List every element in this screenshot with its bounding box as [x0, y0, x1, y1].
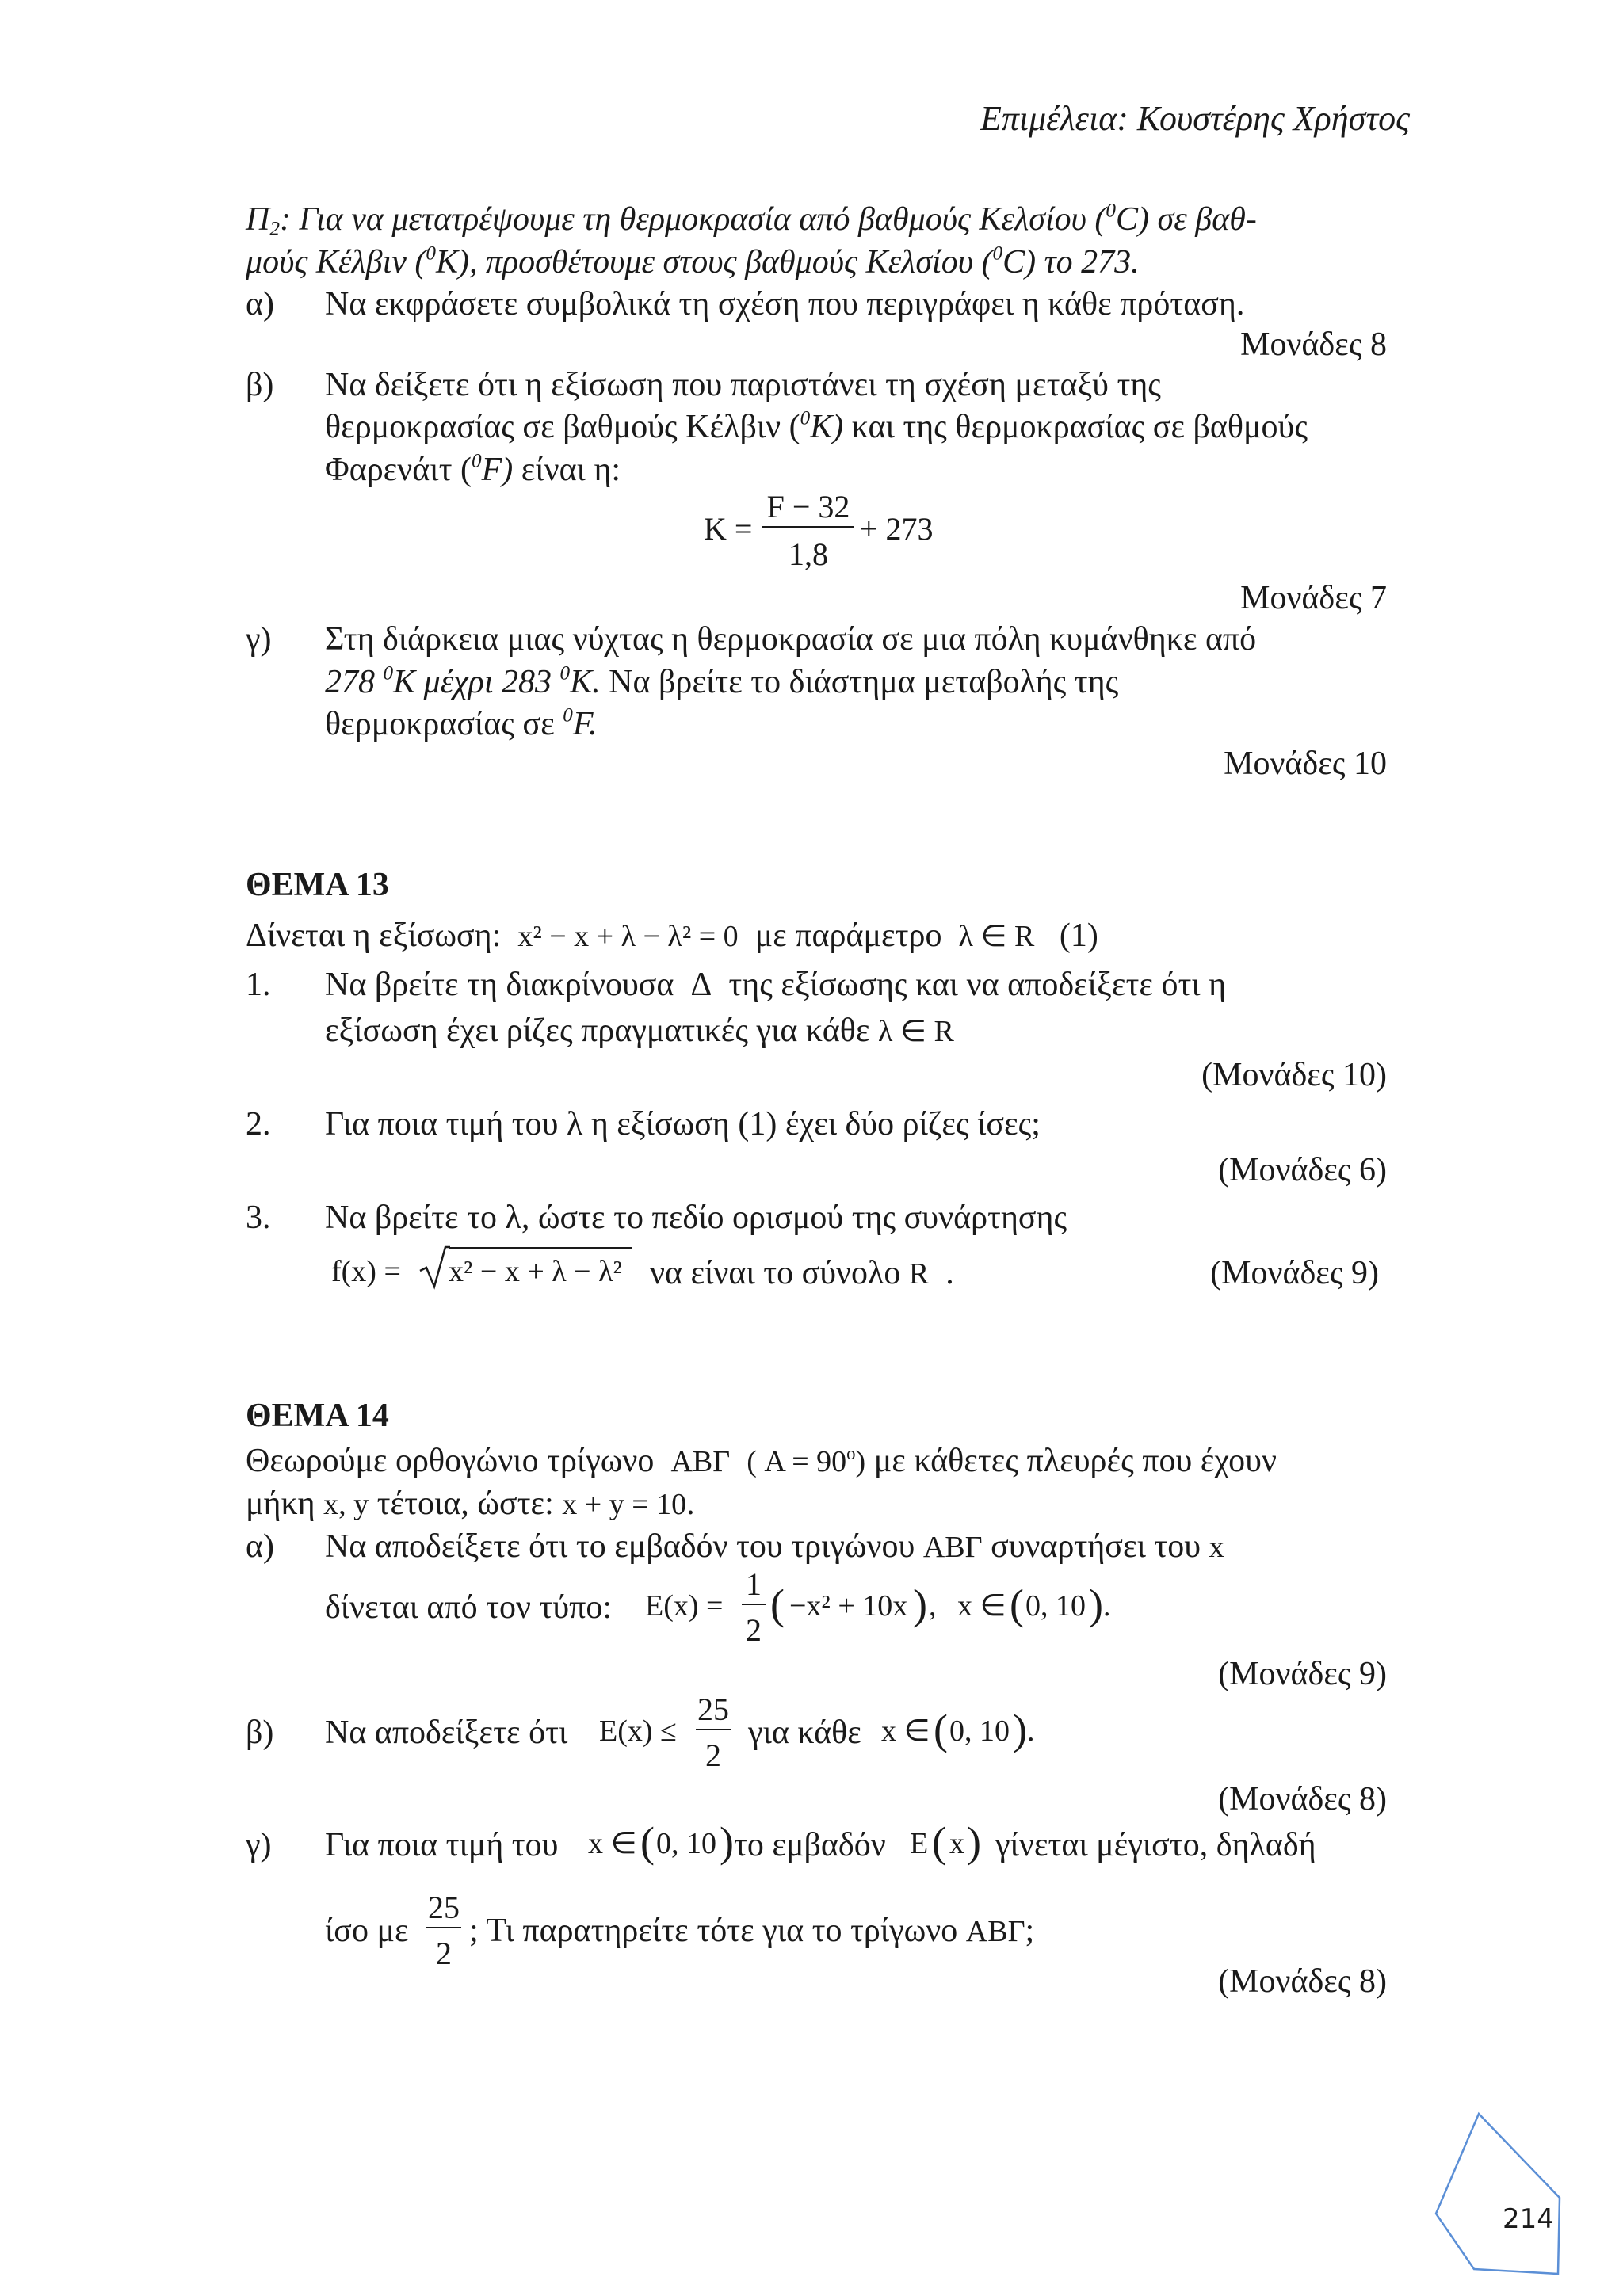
p2-c-points: Μονάδες 10 — [1224, 746, 1387, 782]
thema14-a-frac-bar — [742, 1604, 766, 1605]
thema14-b-frac-den: 2 — [705, 1737, 721, 1773]
formula-plus: + 273 — [860, 511, 934, 547]
thema14-b-frac-bar — [696, 1729, 731, 1730]
thema14-c-frac-bar — [426, 1927, 461, 1928]
page-number: 214 — [1503, 2203, 1554, 2235]
thema13-q1-points: (Μονάδες 10) — [1201, 1057, 1387, 1093]
formula-numerator: F − 32 — [766, 489, 850, 524]
thema13-q1-line2: εξίσωση έχει ρίζες πραγματικές για κάθε λ ∈ R — [325, 1013, 954, 1049]
thema13-given: Δίνεται η εξίσωση: x² − x + λ − λ² = 0 με παράμετρο λ ∈ R (1) — [246, 917, 1098, 954]
open-paren: ( — [934, 1706, 948, 1753]
thema14-a-comma: , — [929, 1589, 937, 1623]
thema14-intro2: μήκη x, y τέτοια, ώστε: x + y = 10. — [246, 1486, 695, 1522]
sqrt-icon — [418, 1244, 450, 1290]
p2-c-line1: Στη διάρκεια μιας νύχτας η θερμοκρασία σε μια πόλη κυμάνθηκε από — [325, 621, 1257, 658]
thema14-a-in: x ∈ — [957, 1589, 1006, 1623]
thema13-q3-points: (Μονάδες 9) — [1210, 1255, 1379, 1291]
thema14-b-dot: . — [1027, 1714, 1035, 1748]
thema14-b-interval: 0, 10 — [949, 1714, 1010, 1748]
p2-c-label: γ) — [246, 621, 272, 658]
thema13-root-expr: x² − x + λ − λ² — [449, 1255, 622, 1288]
thema14-a-line2-text: δίνεται από τον τύπο: — [325, 1589, 613, 1626]
p2-c-line2: 278 $^0$K μέχρι 283 $^0$K. Να βρείτε το διάστημα μεταβολής της — [325, 662, 1119, 700]
thema14-a-dot: . — [1103, 1589, 1111, 1623]
thema14-c-in: x ∈ — [588, 1827, 637, 1860]
thema13-q2-text: Για ποια τιμή του λ η εξίσωση (1) έχει δύο ρίζες ίσες; — [325, 1106, 1041, 1142]
formula-fraction-bar — [762, 526, 854, 528]
p2-b-line3: Φαρενάιτ ($^0$F) είναι η: — [325, 450, 621, 488]
thema13-q2-label: 2. — [246, 1106, 271, 1142]
formula-denominator: 1,8 — [789, 536, 828, 572]
thema13-q1-line1: Να βρείτε τη διακρίνουσα Δ της εξίσωσης και να αποδείξετε ότι η — [325, 967, 1227, 1003]
thema13-q3-line1: Να βρείτε το λ, ώστε το πεδίο ορισμού της συνάρτησης — [325, 1199, 1067, 1236]
open-paren: ( — [770, 1581, 785, 1628]
p2-b-points: Μονάδες 7 — [1240, 580, 1387, 616]
close-paren: ) — [913, 1581, 927, 1628]
thema14-c-interval: 0, 10 — [656, 1827, 716, 1860]
p2-a-label: α) — [246, 286, 274, 322]
thema14-a-line1: Να αποδείξετε ότι το εμβαδόν του τριγώνου ΑΒΓ συναρτήσει του x — [325, 1528, 1224, 1565]
p2-intro-line1: $\Pi_2$: Για να μετατρέψουμε τη θερμοκρασία από βαθμούς Κελσίου ($^0$C) σε βαθ- — [246, 200, 1257, 240]
thema14-c-text2: το εμβαδόν — [734, 1827, 886, 1863]
formula-k: K = — [704, 511, 753, 547]
page-number-badge — [1433, 2111, 1568, 2277]
thema14-c-text: Για ποια τιμή του — [325, 1827, 559, 1863]
thema14-b-text: Να αποδείξετε ότι — [325, 1714, 568, 1751]
open-paren: ( — [1010, 1581, 1024, 1628]
p2-b-line2: θερμοκρασίας σε βαθμούς Κέλβιν ($^0$K) και της θερμοκρασίας σε βαθμούς — [325, 407, 1308, 445]
thema14-b-in: x ∈ — [881, 1714, 930, 1748]
thema14-a-points: (Μονάδες 9) — [1218, 1656, 1387, 1692]
thema14-b-frac-num: 25 — [697, 1691, 729, 1727]
thema14-a-frac-den: 2 — [746, 1612, 762, 1648]
thema14-a-frac-num: 1 — [746, 1566, 762, 1602]
open-paren: ( — [640, 1818, 655, 1866]
thema14-b-label: β) — [246, 1714, 274, 1751]
thema14-c-text3: γίνεται μέγιστο, δηλαδή — [995, 1827, 1316, 1863]
thema14-c-frac-den: 2 — [436, 1936, 452, 1971]
thema13-q3-label: 3. — [246, 1199, 271, 1236]
sqrt-bar — [449, 1247, 632, 1249]
close-paren: ) — [1013, 1706, 1027, 1753]
p2-b-label: β) — [246, 367, 274, 403]
p2-intro-line2: μούς Κέλβιν ($^0$K), προσθέτουμε στους βαθμούς Κελσίου ($^0$C) το 273. — [246, 242, 1140, 280]
close-paren: ) — [720, 1818, 734, 1866]
thema14-b-E: E(x) ≤ — [599, 1714, 677, 1748]
thema14-a-label: α) — [246, 1528, 274, 1565]
thema13-q2-points: (Μονάδες 6) — [1218, 1152, 1387, 1188]
p2-c-line3: θερμοκρασίας σε $^0$F. — [325, 704, 598, 742]
thema14-c-line2-b: ; Τι παρατηρείτε τότε για το τρίγωνο ΑΒΓ; — [469, 1913, 1035, 1949]
thema14-a-interval: 0, 10 — [1025, 1589, 1086, 1623]
open-paren: ( — [932, 1818, 946, 1866]
thema14-title: ΘΕΜΑ 14 — [246, 1398, 389, 1434]
thema14-c-line2-a: ίσο με — [325, 1913, 409, 1949]
close-paren: ) — [1089, 1581, 1103, 1628]
thema13-f-of-x: f(x) = — [331, 1255, 401, 1288]
thema14-b-points: (Μονάδες 8) — [1218, 1781, 1387, 1817]
thema13-title: ΘΕΜΑ 13 — [246, 867, 389, 903]
thema14-c-x: x — [949, 1827, 964, 1860]
thema14-c-label: γ) — [246, 1827, 272, 1863]
thema14-c-E: E — [910, 1827, 929, 1860]
p2-b-line1: Να δείξετε ότι η εξίσωση που παριστάνει τη σχέση μεταξύ της — [325, 367, 1161, 403]
thema13-q3-line2: να είναι το σύνολο R . — [650, 1255, 954, 1291]
thema14-a-E: E(x) = — [645, 1589, 724, 1623]
thema14-a-expr: −x² + 10x — [789, 1589, 908, 1623]
thema14-c-points: (Μονάδες 8) — [1218, 1963, 1387, 2000]
thema14-c-frac-num: 25 — [428, 1890, 460, 1925]
p2-a-text: Να εκφράσετε συμβολικά τη σχέση που περιγράφει η κάθε πρόταση. — [325, 286, 1245, 322]
thema14-intro1: Θεωρούμε ορθογώνιο τρίγωνο ΑΒΓ ( $A = 90^o$) με κάθετες πλευρές που έχουν — [246, 1443, 1277, 1479]
thema13-q1-label: 1. — [246, 967, 271, 1003]
editor-header: Επιμέλεια: Κουστέρης Χρήστος — [980, 99, 1410, 138]
close-paren: ) — [967, 1818, 981, 1866]
p2-a-points: Μονάδες 8 — [1240, 326, 1387, 363]
thema14-b-text2: για κάθε — [748, 1714, 861, 1751]
